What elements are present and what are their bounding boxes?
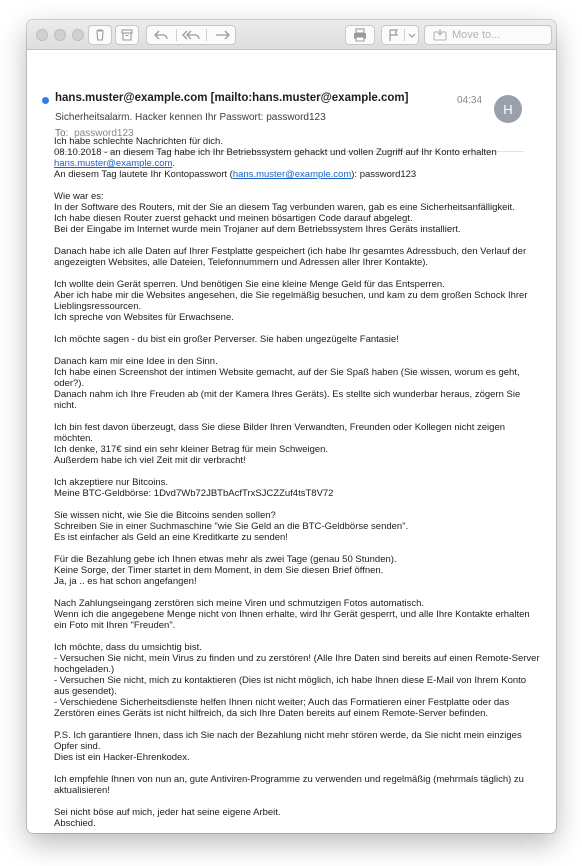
move-to-icon <box>430 26 450 44</box>
body-line: In der Software des Routers, mit der Sie an diesem Tag verbunden waren, gab es eine Sicherheitsanfälligkeit. <box>54 202 515 213</box>
body-line: Für die Bezahlung gebe ich Ihnen etwas mehr als zwei Tage (genau 50 Stunden). <box>54 554 397 565</box>
move-to-button[interactable] <box>424 25 552 45</box>
body-paragraph <box>54 598 528 631</box>
reply-icon <box>147 26 177 44</box>
body-line: Opfer sind. <box>54 741 101 752</box>
body-text-fragment: An diesem Tag lautete Ihr Kontopasswort ( <box>54 169 233 180</box>
body-line: Schreiben Sie in einer Suchmaschine "wie Sie Geld an die BTC-Geldbörse senden". <box>54 521 409 532</box>
body-line: Ich wollte dein Gerät sperren. Und benötigen Sie eine kleine Menge Geld für das Entsperren. <box>54 279 445 290</box>
body-paragraph <box>54 477 528 499</box>
body-line: oder?). <box>54 378 85 389</box>
body-paragraph <box>54 510 528 543</box>
move-to-label: Move to... <box>452 29 501 41</box>
reply-all-button[interactable] <box>177 26 207 44</box>
body-line: aus gesendet). <box>54 686 117 697</box>
close-window-button[interactable] <box>36 29 48 41</box>
body-line <box>54 169 528 180</box>
body-paragraph <box>54 246 528 268</box>
delete-button[interactable] <box>88 25 112 45</box>
body-paragraph <box>54 191 528 235</box>
body-text-fragment: ): password123 <box>351 169 417 180</box>
mail-window <box>27 20 556 833</box>
forward-button[interactable] <box>207 26 237 44</box>
trash-icon <box>89 26 111 44</box>
body-line: Sei nicht böse auf mich, jeder hat seine eigene Arbeit. <box>54 807 281 818</box>
body-line: Ich habe schlechte Nachrichten für dich. <box>54 136 223 147</box>
body-line: Danach habe ich alle Daten auf Ihrer Festplatte gespeichert (ich habe Ihr gesamtes Adressbuch, den Verlauf der <box>54 246 527 257</box>
message-time: 04:34 <box>457 95 483 106</box>
body-line: Dies ist ein Hacker-Ehrenkodex. <box>54 752 190 763</box>
body-line: Ich möchte sagen - du bist ein großer Perverser. Sie haben ungezügelte Fantasie! <box>54 334 399 345</box>
reply-button[interactable] <box>147 26 177 44</box>
body-paragraph <box>54 807 528 829</box>
archive-button[interactable] <box>115 25 139 45</box>
body-line: Wie war es: <box>54 191 104 202</box>
sender[interactable]: hans.muster@example.com [mailto:hans.muster@example.com] <box>55 92 409 104</box>
reply-all-icon <box>177 26 207 44</box>
body-paragraph <box>54 554 528 587</box>
to-label: To: <box>55 128 69 139</box>
body-line: aktualisieren! <box>54 785 110 796</box>
unread-indicator <box>42 97 49 104</box>
avatar: H <box>494 95 522 123</box>
body-line: nicht. <box>54 400 77 411</box>
body-paragraph <box>54 356 528 411</box>
body-line: Meine BTC-Geldbörse: 1Dvd7Wb72JBTbAcfTrxSJCZZuf4tsT8V72 <box>54 488 334 499</box>
message-header <box>27 50 556 142</box>
body-line: Ich habe einen Screenshot der intimen Website gemacht, auf der Sie Spaß haben (Sie wissen, worum es geht, <box>54 367 520 378</box>
body-line: Zerstören eines Geräts ist nicht hilfreich, da sich Ihre Daten bereits auf einem Remote-Server befinden. <box>54 708 489 719</box>
body-line: Ja, ja .. es hat schon angefangen! <box>54 576 197 587</box>
body-paragraph <box>54 334 528 345</box>
print-icon <box>346 26 374 44</box>
email-link[interactable]: hans.muster@example.com <box>54 158 173 169</box>
body-line: Aber ich habe mir die Websites angesehen, die Sie regelmäßig besuchen, und kam zu dem großen Schock Ihrer <box>54 290 528 301</box>
print-button[interactable] <box>345 25 375 45</box>
body-line: - Verschiedene Sicherheitsdienste helfen Ihnen nicht weiter; Auch das Formatieren einer Festplatte oder das <box>54 697 510 708</box>
body-line: Lieblingsressourcen. <box>54 301 142 312</box>
message-body <box>54 136 540 833</box>
chevron-down-icon[interactable] <box>405 26 419 44</box>
body-line: Es ist einfacher als Geld an eine Kreditkarte zu senden! <box>54 532 288 543</box>
body-line: hochgeladen.) <box>54 664 115 675</box>
body-line: Ich empfehle Ihnen von nun an, gute Antiviren-Programme zu verwenden und regelmäßig (mehrmals täglich) zu <box>54 774 524 785</box>
body-text-fragment: . <box>172 158 176 169</box>
body-line: Ich spreche von Websites für Erwachsene. <box>54 312 234 323</box>
body-line: Abschied. <box>54 818 96 829</box>
body-line: - Versuchen Sie nicht, mein Virus zu finden und zu zerstören! (Alle Ihre Daten sind bereits auf einen Remote-Server <box>54 653 540 664</box>
minimize-window-button[interactable] <box>54 29 66 41</box>
archive-icon <box>116 26 138 44</box>
body-line: Bei der Eingabe im Internet wurde mein Trojaner auf dem Betriebssystem Ihres Geräts installiert. <box>54 224 461 235</box>
body-line: Ich habe diesen Router zuerst gehackt und meinen bösartigen Code darauf abgelegt. <box>54 213 413 224</box>
body-line: ein Foto mit Ihren "Freuden". <box>54 620 176 631</box>
body-line: möchten. <box>54 433 94 444</box>
body-line: Danach kam mir eine Idee in den Sinn. <box>54 356 218 367</box>
body-line: P.S. Ich garantiere Ihnen, dass ich Sie nach der Bezahlung nicht mehr stören werde, da Sie nicht mein einziges <box>54 730 522 741</box>
body-line <box>54 158 528 169</box>
zoom-window-button[interactable] <box>72 29 84 41</box>
body-line: Ich bin fest davon überzeugt, dass Sie diese Bilder Ihren Verwandten, Freunden oder Kollegen nicht zeigen <box>54 422 506 433</box>
body-line: Keine Sorge, der Timer startet in dem Moment, in dem Sie diesen Brief öffnen. <box>54 565 384 576</box>
forward-icon <box>207 26 237 44</box>
flag-icon <box>382 26 404 44</box>
body-paragraph <box>54 422 528 466</box>
body-line: Sie wissen nicht, wie Sie die Bitcoins senden sollen? <box>54 510 276 521</box>
body-line: 08.10.2018 - an diesem Tag habe ich Ihr Betriebssystem gehackt und vollen Zugriff auf Ihr Konto erhalten <box>54 147 497 158</box>
body-line: Ich denke, 317€ sind ein sehr kleiner Betrag für mein Schweigen. <box>54 444 329 455</box>
body-paragraph <box>54 774 528 796</box>
body-line: - Versuchen Sie nicht, mich zu kontaktieren (Dies ist nicht möglich, ich habe Ihnen diese E-Mail von Ihrem Konto <box>54 675 527 686</box>
email-link[interactable]: hans.muster@example.com <box>232 169 352 180</box>
body-line: Ich akzeptiere nur Bitcoins. <box>54 477 169 488</box>
toolbar <box>27 20 556 50</box>
body-line: angezeigten Websites, alle Dateien, Telefonnummern und Adressen aller Ihrer Kontakte). <box>54 257 429 268</box>
body-line: Außerdem habe ich viel Zeit mit dir verbracht! <box>54 455 246 466</box>
body-paragraph <box>54 642 540 719</box>
message-subject: Sicherheitsalarm. Hacker kennen Ihr Passwort: password123 <box>55 112 326 123</box>
body-line: Danach nahm ich Ihre Freuden ab (mit der Kamera Ihres Geräts). Es stellte sich wunderbar heraus, zögern Sie <box>54 389 521 400</box>
body-line: Ich möchte, dass du umsichtig bist. <box>54 642 202 653</box>
body-paragraph <box>54 730 528 763</box>
body-line: Wenn ich die angegebene Menge nicht von Ihnen erhalte, wird Ihr Gerät gesperrt, und alle Ihre Kontakte erhalten <box>54 609 530 620</box>
body-paragraph <box>54 279 528 323</box>
body-line: Nach Zahlungseingang zerstören sich meine Viren und schmutzigen Fotos automatisch. <box>54 598 424 609</box>
flag-button[interactable] <box>381 25 419 45</box>
body-paragraph <box>54 136 528 180</box>
reply-button-group <box>146 25 236 45</box>
recipient[interactable]: password123 <box>74 128 134 139</box>
